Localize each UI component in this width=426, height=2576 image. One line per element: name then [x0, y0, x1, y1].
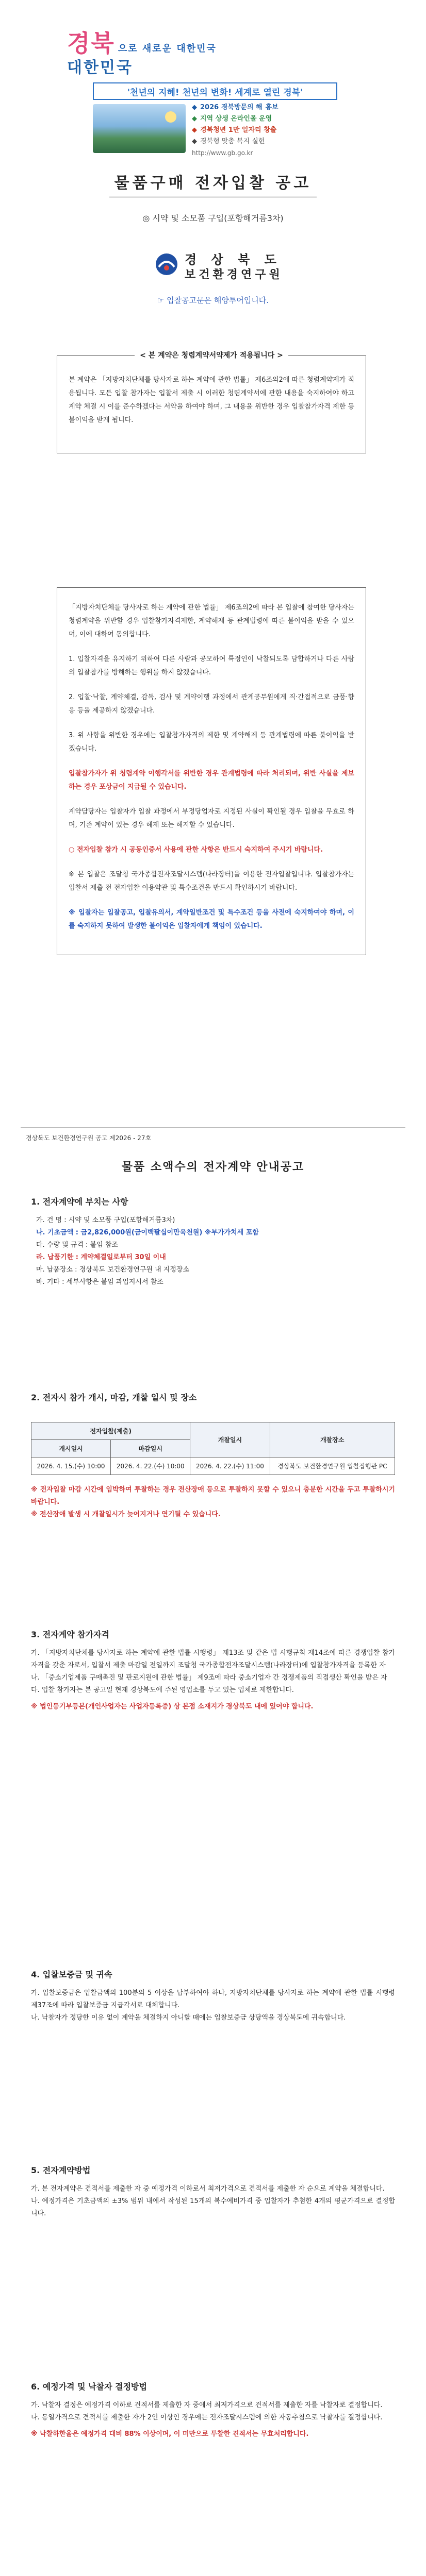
list-item: 마. 납품장소 : 경상북도 보건환경연구원 내 지정장소	[36, 1266, 190, 1274]
title-area	[0, 165, 426, 242]
list-item: 다. 수량 및 규격 : 붙임 참조	[36, 1241, 118, 1249]
agency-seal	[0, 242, 426, 309]
notice-para: 2. 입찰·낙찰, 계약체결, 감독, 검사 및 계약이행 과정에서 관계공무원에게 직·간접적으로 금품·향응 등을 제공하지 않겠습니다.	[69, 693, 354, 715]
notice-para-red: ○ 전자입찰 참가 시 공동인증서 사용에 관한 사항은 반드시 숙지하여 주시기 바랍니다.	[69, 846, 323, 854]
section-heading: 1. 전자계약에 부치는 사항	[31, 1197, 128, 1207]
notice-para-blue: ※ 입찰자는 입찰공고, 입찰유의서, 계약일반조건 및 특수조건 등을 사전에 숙지하여야 하며, 이를 숙지하지 못하여 발생한 불이익은 입찰자에게 책임이 있습니다.	[69, 909, 354, 930]
page-subtitle: ◎ 시약 및 소모품 구입(포항해거름3차)	[142, 213, 284, 223]
table-header: 전자입찰(제출)	[31, 1422, 190, 1440]
section-heading: 5. 전자계약방법	[31, 2165, 91, 2175]
table-cell: 2026. 4. 15.(수) 10:00	[31, 1458, 111, 1475]
table-header: 마감일시	[111, 1440, 190, 1458]
integrity-notice	[0, 350, 426, 969]
banner-item: ◆ 경북형 맞춤 복지 실현	[192, 138, 265, 145]
table-cell: 경상북도 보건환경연구원 입찰집행관 PC	[270, 1458, 395, 1475]
page-title: 물품구매 전자입찰 공고	[109, 170, 317, 197]
table-header: 개찰일시	[190, 1422, 270, 1458]
section-2	[31, 1391, 395, 1410]
landscape-image	[93, 104, 186, 153]
banner-slogan: 대한민국	[67, 59, 133, 77]
notice-head: < 본 계약은 청렴계약서약제가 적용됩니다 >	[135, 351, 288, 360]
section-text: 가. 낙찰자 결정은 예정가격 이하로 견적서를 제출한 자 중에서 최저가격으로 견적서를 제출한 자를 낙찰자로 결정합니다. 나. 동일가격으로 견적서를 제출한 자가 2인 이상인 경우에는 전자조달시스템에 의한 자동추첨으로 낙찰자를 결정합니다.	[31, 2401, 383, 2421]
notice-para: 「지방자치단체를 당사자로 하는 계약에 관한 법률」 제6조의2에 따라 본 입찰에 참여한 당사자는 청렴계약을 위반할 경우 입찰참가자격제한, 계약해제 등 관계법령에 따른 불이익을 받을 수 있으며, 이에 대하여 동의합니다.	[69, 604, 354, 638]
announcement-title: 물품 소액수의 전자계약 안내공고	[121, 1161, 305, 1174]
list-item: 나. 기초금액 : 금2,826,000원(금이백팔십이만육천원) ※부가가치세 포함	[36, 1229, 259, 1236]
notice-para: ※ 본 입찰은 조달청 국가종합전자조달시스템(나라장터)을 이용한 전자입찰입니다. 입찰참가자는 입찰서 제출 전 전자입찰 이용약관 및 특수조건을 반드시 확인하시기 바랍니다.	[69, 871, 354, 892]
banner-slogan-box: '천년의 지혜! 천년의 변화! 세계로 열린 경북'	[93, 82, 337, 100]
notice-box-2	[57, 587, 366, 955]
section-text: 가. 입찰보증금은 입찰금액의 100분의 5 이상을 납부하여야 하나, 지방자치단체를 당사자로 하는 계약에 관한 법률 시행령 제37조에 따라 입찰보증금 지급각서로 대체합니다. 나. 낙찰자가 정당한 이유 없이 계약을 체결하지 아니할 때에는 입찰보증금 상당액을 경상북도에 귀속합니다.	[31, 1989, 395, 2022]
table-header: 개찰장소	[270, 1422, 395, 1458]
list-item: 라. 납품기한 : 계약체결일로부터 30일 이내	[36, 1253, 166, 1261]
section-6	[31, 2380, 395, 2441]
note-text: ※ 전자입찰 마감 시간에 임박하여 투찰하는 경우 전산장애 등으로 투찰하지 못할 수 있으니 충분한 시간을 두고 투찰하시기 바랍니다.	[31, 1486, 395, 1506]
table-cell: 2026. 4. 22.(수) 11:00	[190, 1458, 270, 1475]
notice-box	[57, 351, 366, 453]
section-5	[31, 2164, 395, 2220]
section-4	[31, 1968, 395, 2024]
seal-note: ☞ 입찰공고문은 해양투어입니다.	[157, 296, 269, 305]
notice-para: 본 계약은 「지방자치단체를 당사자로 하는 계약에 관한 법률」 제6조의2에 따른 청렴계약제가 적용됩니다. 모든 입찰 참가자는 입찰서 제출 시 이러한 청렴계약서에 관한 내용을 숙지하여야 하고 계약 체결 시 이를 준수하겠다는 서약을 하여야 하며, 그 내용을 위반한 경우 입찰참가자격 제한 등 불이익을 받게 됩니다.	[69, 376, 354, 424]
notice-para: 3. 위 사항을 위반한 경우에는 입찰참가자격의 제한 및 계약해제 등 관계법령에 따른 불이익을 받겠습니다.	[69, 732, 354, 753]
section-text: 가. 본 전자계약은 견적서를 제출한 자 중 예정가격 이하로서 최저가격으로 견적서를 제출한 자 순으로 계약을 체결합니다. 나. 예정가격은 기초금액의 ±3% 범위 내에서 작성된 15개의 복수예비가격 중 입찰자가 추첨한 4개의 평균가격으로 결정합니다.	[31, 2185, 395, 2217]
banner-list	[192, 102, 341, 147]
section-text-red: ※ 낙찰하한율은 예정가격 대비 88% 이상이며, 이 미만으로 투찰한 견적서는 무효처리합니다.	[31, 2430, 309, 2438]
table-cell: 2026. 4. 22.(수) 10:00	[111, 1458, 190, 1475]
section-heading: 2. 전자시 참가 개시, 마감, 개찰 일시 및 장소	[31, 1393, 197, 1402]
banner-item: ◆ 경북청년 1만 일자리 창출	[192, 126, 277, 134]
top-banner	[0, 21, 426, 155]
section-2-notes	[31, 1484, 395, 1521]
logo-main: 경북	[67, 29, 115, 57]
schedule-table	[31, 1422, 395, 1475]
banner-url[interactable]: http://www.gb.go.kr	[192, 149, 253, 157]
list-item: 바. 기타 : 세부사항은 붙임 과업지시서 참조	[36, 1278, 163, 1286]
agency-name: 경 상 북 도	[185, 252, 282, 267]
section-text-red: ※ 법인등기부등본(개인사업자는 사업자등록증) 상 본점 소재지가 경상북도 내에 있어야 합니다.	[31, 1703, 314, 1710]
note-text: ※ 전산장애 발생 시 개찰일시가 늦어지거나 연기될 수 있습니다.	[31, 1511, 221, 1518]
logo-sub: 으로 새로운 대한민국	[118, 43, 217, 54]
section-text: 가. 「지방자치단체를 당사자로 하는 계약에 관한 법률 시행령」 제13조 및 같은 법 시행규칙 제14조에 따른 경쟁입찰 참가자격을 갖춘 자로서, 입찰서 제출 마감일 전일까지 조달청 국가종합전자조달시스템(나라장터)에 입찰참가자격을 등록한 자 나. 「중소기업제품 구매촉진 및 판로지원에 관한 법률」 제9조에 따라 중소기업자 간 경쟁제품의 직접생산 확인을 받은 자 다. 입찰 참가자는 본 공고일 현재 경상북도에 주된 영업소를 두고 있는 업체로 제한합니다.	[31, 1649, 395, 1694]
agency-logo-icon	[155, 252, 178, 276]
table-row	[31, 1458, 395, 1475]
list-item: 가. 건 명 : 시약 및 소모품 구입(포항해거름3차)	[36, 1216, 175, 1224]
section-heading: 3. 전자계약 참가자격	[31, 1630, 109, 1639]
sun-icon	[165, 111, 176, 123]
section-1	[31, 1195, 395, 1289]
banner-item: ◆ 지역 상생 온라인몰 운영	[192, 115, 272, 123]
section-heading: 4. 입찰보증금 및 귀속	[31, 1970, 112, 1979]
announcement	[0, 1133, 426, 2576]
section-3	[31, 1628, 395, 1713]
table-header: 개시일시	[31, 1440, 111, 1458]
notice-para: 계약담당자는 입찰자가 입찰 과정에서 부정당업자로 지정된 사실이 확인될 경우 입찰을 무효로 하며, 기존 계약이 있는 경우 해제 또는 해지할 수 있습니다.	[69, 808, 354, 829]
announcement-number: 경상북도 보건환경연구원 공고 제2026 - 27호	[26, 1134, 152, 1142]
agency-name-2: 보건환경연구원	[185, 268, 283, 281]
section-heading: 6. 예정가격 및 낙찰자 결정방법	[31, 2382, 147, 2392]
notice-para: 1. 입찰자격을 유지하기 위하여 다른 사람과 공모하여 특정인이 낙찰되도록 담합하거나 다른 사람의 입찰참가를 방해하는 행위를 하지 않겠습니다.	[69, 655, 354, 676]
banner-item: ◆ 2026 경북방문의 해 홍보	[192, 104, 278, 111]
notice-para-red: 입찰참가자가 위 청렴계약 이행각서를 위반한 경우 관계법령에 따라 처리되며, 위반 사실을 제보하는 경우 포상금이 지급될 수 있습니다.	[69, 770, 354, 791]
gyeongbuk-logo	[67, 25, 217, 59]
divider	[21, 1127, 405, 1128]
